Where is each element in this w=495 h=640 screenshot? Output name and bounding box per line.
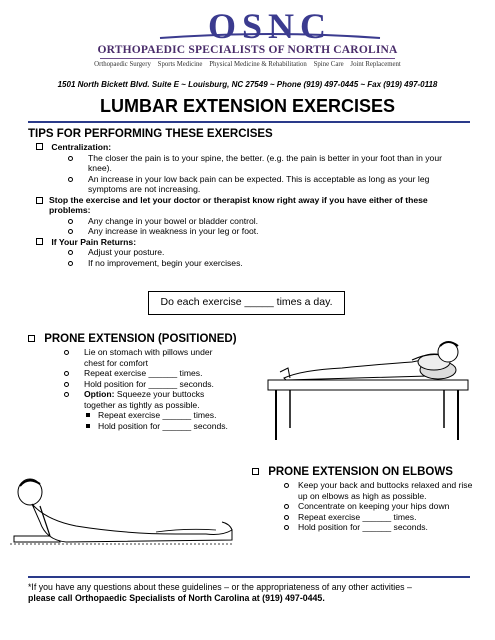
- checkbox-icon: [252, 468, 259, 475]
- checkbox-icon: [36, 197, 43, 204]
- sub-list-item: [64, 410, 264, 421]
- circle-bullet-icon: [284, 483, 289, 488]
- svg-text:OSNC: OSNC: [207, 10, 333, 42]
- service-item: Physical Medicine & Rehabilitation: [209, 61, 307, 68]
- option-label: Option:: [84, 389, 115, 399]
- sub-list-item: [64, 421, 264, 432]
- list-item-text: Hold position for ______ seconds.: [84, 378, 214, 389]
- service-item: Orthopaedic Surgery: [94, 61, 151, 68]
- tip-label: Stop the exercise and let your doctor or therapist know right away if you have either of these problems:: [49, 194, 428, 215]
- list-item: [36, 226, 476, 237]
- page-title: LUMBAR EXTENSION EXERCISES: [99, 96, 396, 116]
- title-rule: [28, 121, 470, 123]
- tips-heading: TIPS FOR PERFORMING THESE EXERCISES: [28, 128, 273, 140]
- tip-returns: [36, 237, 476, 248]
- circle-bullet-icon: [68, 261, 73, 266]
- footer-line: please call Orthopaedic Specialists of North Carolina at (919) 497-0445.: [28, 593, 325, 603]
- exercise1-heading: [28, 333, 237, 345]
- address-line: 1501 North Bickett Blvd. Suite E ~ Louisburg, NC 27549 ~ Phone (919) 497-0445 ~ Fax (919) 497-0118: [57, 80, 438, 89]
- circle-bullet-icon: [64, 371, 69, 376]
- list-item-text: Adjust your posture.: [88, 247, 165, 257]
- service-item: Spine Care: [313, 61, 344, 68]
- list-item: [36, 153, 460, 174]
- circle-bullet-icon: [68, 177, 73, 182]
- list-item: [284, 512, 474, 523]
- list-item-text: If no improvement, begin your exercises.: [88, 257, 243, 268]
- prone-on-elbows-illustration: [6, 470, 238, 550]
- services-line: [0, 61, 495, 68]
- list-item: [36, 216, 476, 227]
- footer-note: [28, 582, 473, 604]
- checkbox-icon: [28, 335, 35, 342]
- list-item-text: Hold position for ______ seconds.: [298, 522, 428, 532]
- list-item-text: Concentrate on keeping your hips down: [298, 501, 450, 511]
- notice-box: Do each exercise _____ times a day.: [148, 291, 345, 315]
- circle-bullet-icon: [64, 382, 69, 387]
- list-item-text: Repeat exercise ______ times.: [84, 368, 203, 378]
- list-item: [64, 368, 264, 379]
- circle-bullet-icon: [68, 219, 73, 224]
- org-name: ORTHOPAEDIC SPECIALISTS OF NORTH CAROLINA: [97, 44, 398, 56]
- list-item-text: Lie on stomach with pillows under chest for comfort: [84, 347, 213, 368]
- option-text: Squeeze your buttocks together as tightly as possible.: [84, 389, 205, 410]
- logo-swoosh-icon: [150, 28, 390, 44]
- header-rule: [100, 58, 395, 59]
- list-item: [36, 258, 476, 269]
- list-item-text: Any change in your bowel or bladder control.: [88, 215, 259, 226]
- list-item: [284, 501, 474, 512]
- list-item: [284, 480, 474, 501]
- circle-bullet-icon: [64, 392, 69, 397]
- footer-line: *If you have any questions about these guidelines – or the appropriateness of any other activities –: [28, 582, 412, 592]
- tip-stop: [36, 195, 467, 216]
- exercise1-title: PRONE EXTENSION (POSITIONED): [44, 333, 237, 345]
- list-item-text: Hold position for ______ seconds.: [98, 420, 228, 431]
- tip-label: Centralization:: [51, 142, 112, 152]
- tip-label: If Your Pain Returns:: [51, 236, 137, 247]
- list-item: [36, 174, 460, 195]
- exercise2-list: [284, 480, 474, 533]
- square-bullet-icon: [86, 413, 90, 417]
- circle-bullet-icon: [68, 250, 73, 255]
- list-item: [36, 247, 476, 258]
- circle-bullet-icon: [284, 525, 289, 530]
- list-item-text: Repeat exercise ______ times.: [298, 511, 417, 522]
- checkbox-icon: [36, 143, 43, 150]
- checkbox-icon: [36, 238, 43, 245]
- list-item: [64, 379, 264, 390]
- service-item: Joint Replacement: [350, 61, 401, 68]
- circle-bullet-icon: [284, 515, 289, 520]
- tip-centralization: [36, 142, 476, 153]
- list-item: [64, 389, 234, 410]
- tips-section: [36, 142, 476, 268]
- exercise1-list: [64, 347, 264, 431]
- circle-bullet-icon: [68, 229, 73, 234]
- list-item-text: Keep your back and buttocks relaxed and rise up on elbows as high as possible.: [298, 480, 473, 501]
- exercise2-title: PRONE EXTENSION ON ELBOWS: [268, 466, 453, 478]
- list-item: [284, 522, 474, 533]
- exercise2-heading: [252, 466, 453, 478]
- circle-bullet-icon: [284, 504, 289, 509]
- list-item-text: Any increase in weakness in your leg or foot.: [88, 226, 259, 236]
- prone-positioned-illustration: [262, 332, 474, 450]
- circle-bullet-icon: [68, 156, 73, 161]
- square-bullet-icon: [86, 424, 90, 428]
- list-item: [64, 347, 219, 368]
- service-item: Sports Medicine: [157, 61, 203, 68]
- footer-rule: [28, 576, 470, 578]
- list-item-text: An increase in your low back pain can be expected. This is acceptable as long as your leg symptoms are not increasing.: [88, 173, 430, 194]
- list-item-text: The closer the pain is to your spine, the better. (e.g. the pain is better in your foot than in your knee).: [88, 152, 442, 173]
- list-item-text: Repeat exercise ______ times.: [98, 410, 217, 420]
- circle-bullet-icon: [64, 350, 69, 355]
